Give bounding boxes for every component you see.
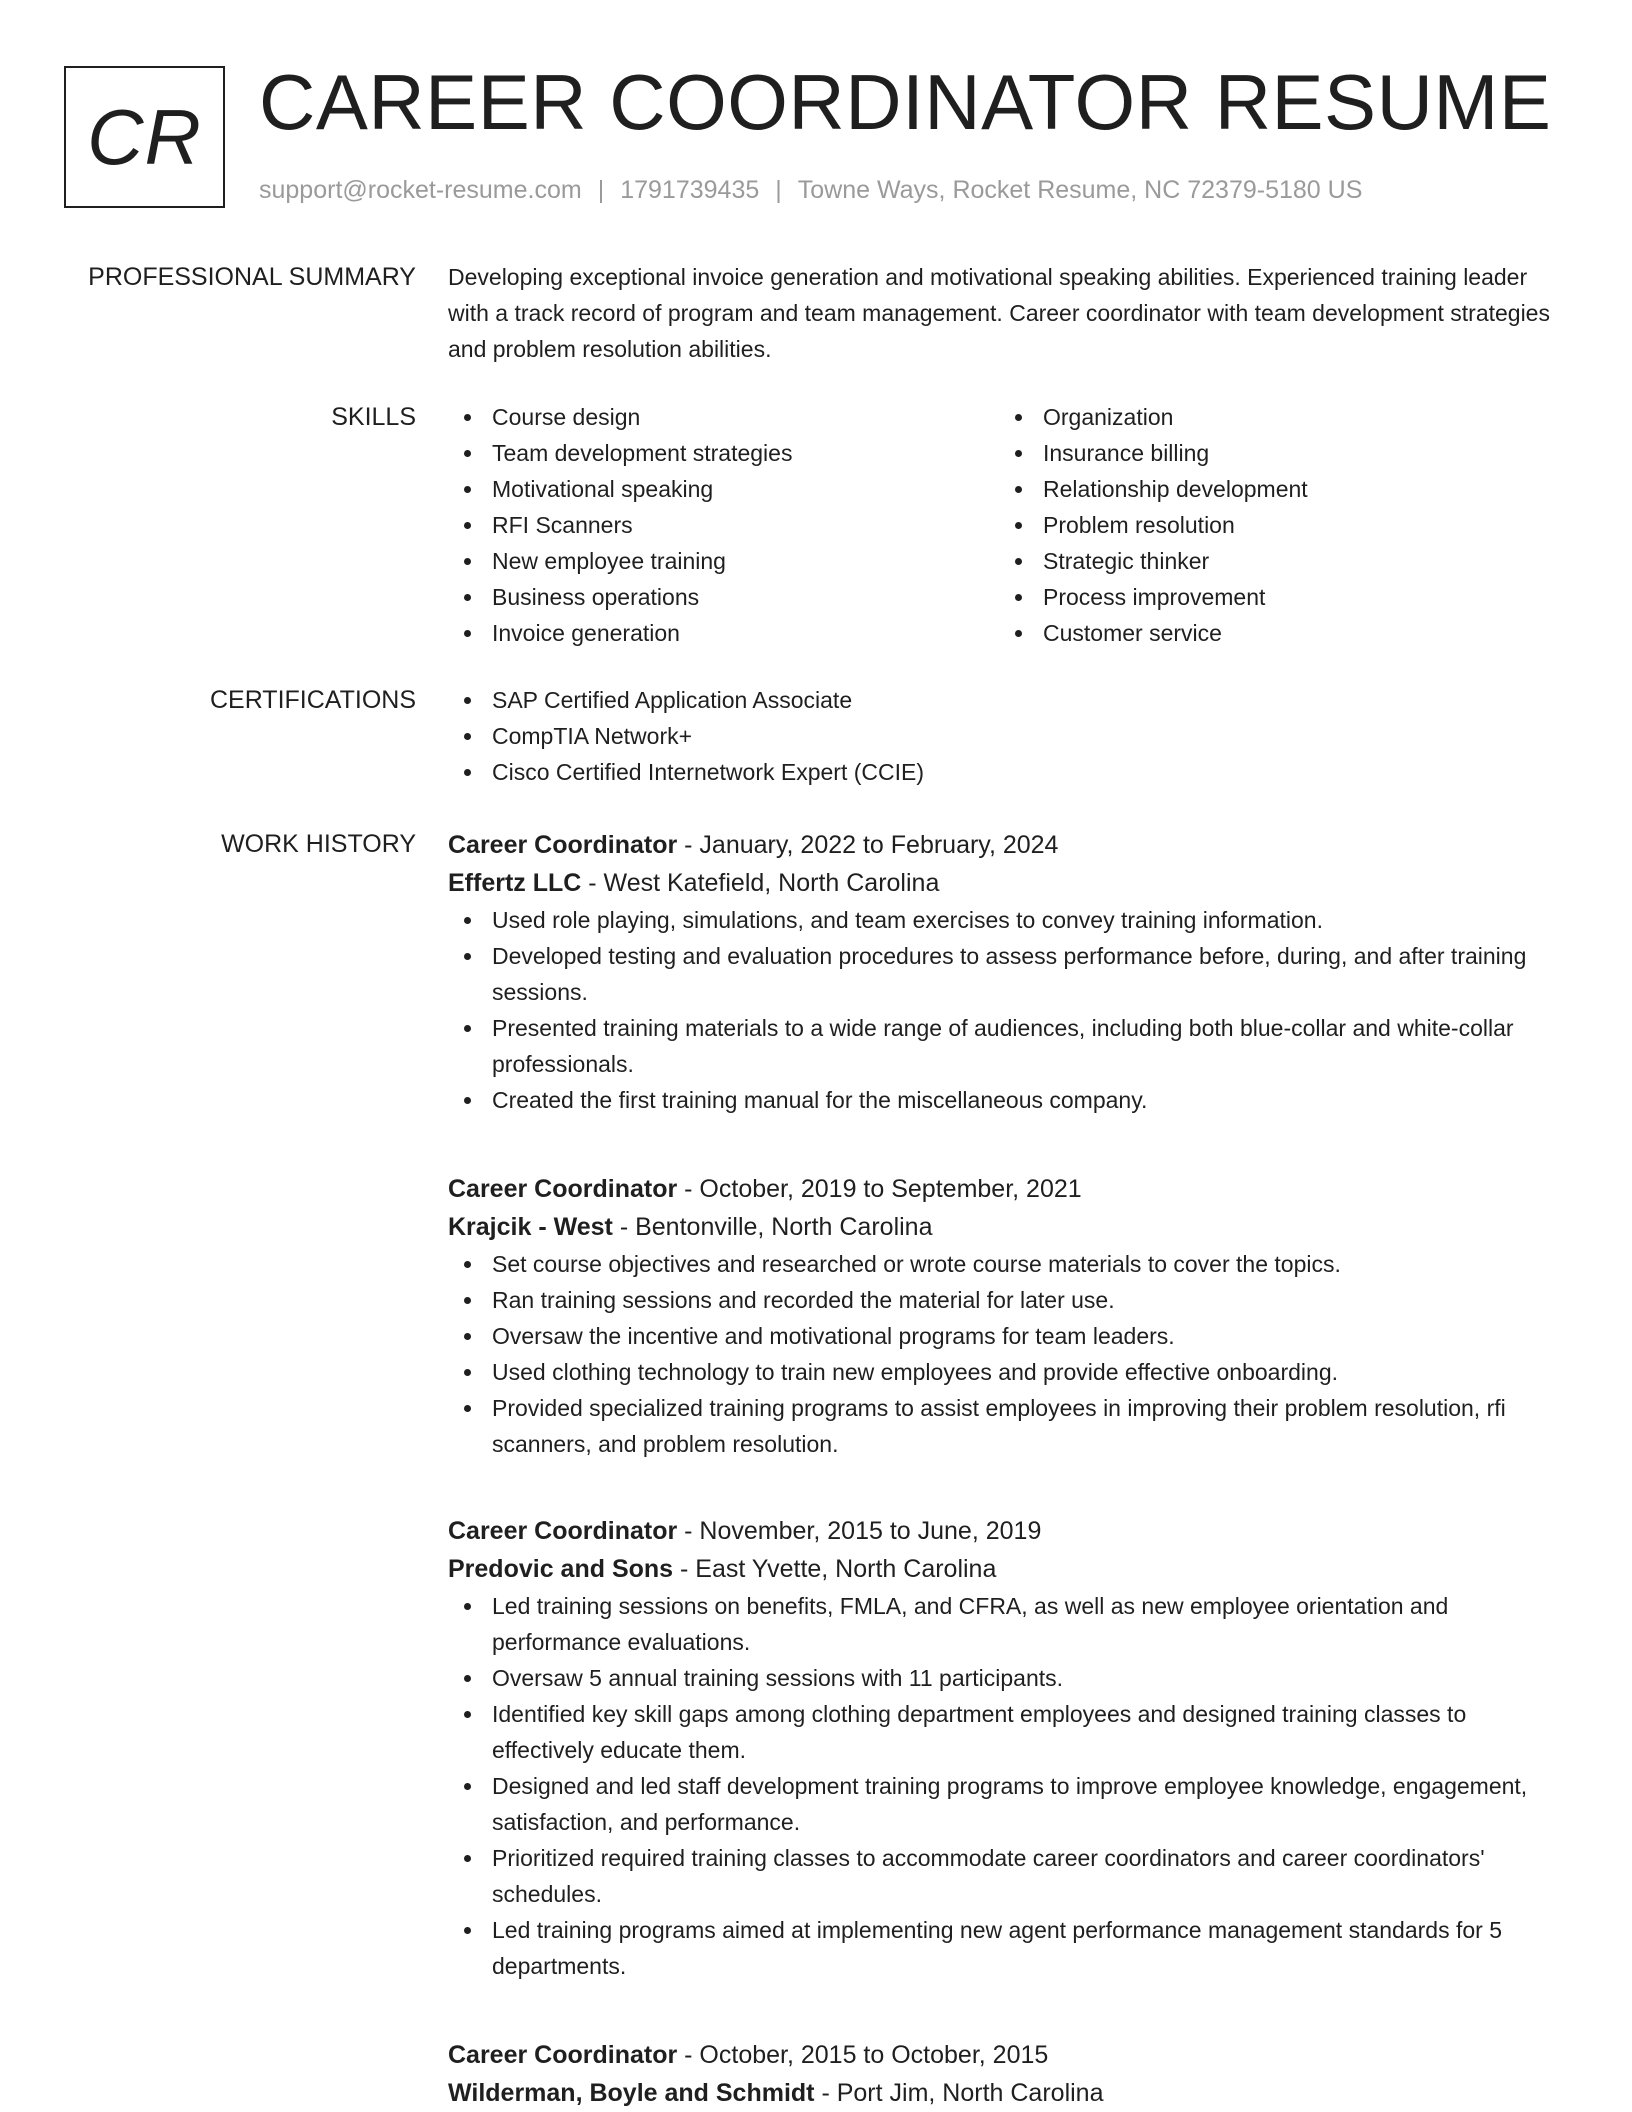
- contact-separator: |: [775, 176, 782, 204]
- job-duty: Identified key skill gaps among clothing department employees and designed training classes to effectively educate them.: [492, 1696, 1572, 1768]
- job-company: Wilderman, Boyle and Schmidt: [448, 2079, 815, 2107]
- monogram-box: [64, 66, 225, 208]
- skills-list-right: [999, 399, 1550, 651]
- job-company-line: [448, 2074, 1572, 2112]
- job-location: - West Katefield, North Carolina: [581, 869, 940, 897]
- contact-separator: |: [597, 176, 605, 204]
- job-title-line: [448, 1170, 1572, 1208]
- job-dates: - October, 2015 to October, 2015: [677, 2041, 1049, 2069]
- skill-item: Course design: [492, 399, 999, 435]
- contact-phone: 1791739435: [620, 176, 760, 204]
- skills-column-left: [448, 399, 999, 651]
- job-body: [448, 2036, 1572, 2112]
- job-title: Career Coordinator: [448, 1517, 678, 1545]
- summary-label: PROFESSIONAL SUMMARY: [88, 263, 416, 291]
- skills-column-right: [999, 399, 1550, 651]
- job-title: Career Coordinator: [448, 2041, 678, 2069]
- job-company: Predovic and Sons: [448, 1555, 674, 1583]
- skill-item: Strategic thinker: [1043, 543, 1550, 579]
- job-location: - East Yvette, North Carolina: [673, 1555, 997, 1583]
- skills-grid: [448, 399, 1572, 651]
- job-title: Career Coordinator: [448, 1175, 678, 1203]
- job-duty: Created the first training manual for the miscellaneous company.: [492, 1082, 1572, 1118]
- contact-email: support@rocket-resume.com: [259, 176, 582, 204]
- job-duties: [448, 1246, 1572, 1462]
- job-duty: Designed and led staff development training programs to improve employee knowledge, engagement, satisfaction, and performance.: [492, 1768, 1572, 1840]
- certification-item: CompTIA Network+: [492, 718, 1572, 754]
- job-duty: Led training sessions on benefits, FMLA, and CFRA, as well as new employee orientation and performance evaluations.: [492, 1588, 1572, 1660]
- job-duty: Developed testing and evaluation procedures to assess performance before, during, and after training sessions.: [492, 938, 1572, 1010]
- job-duty: Set course objectives and researched or wrote course materials to cover the topics.: [492, 1246, 1572, 1282]
- skill-item: Problem resolution: [1043, 507, 1550, 543]
- summary-body: [448, 259, 1572, 367]
- job-duty: Ran training sessions and recorded the material for later use.: [492, 1282, 1572, 1318]
- job-body: [448, 826, 1572, 1118]
- job-duties: [448, 902, 1572, 1118]
- skill-item: Customer service: [1043, 615, 1550, 651]
- job-title-line: [448, 826, 1572, 864]
- certifications-body: [448, 682, 1572, 790]
- job-company: Krajcik - West: [448, 1213, 613, 1241]
- contact-line: [259, 174, 1362, 206]
- skills-body: [448, 399, 1572, 651]
- job-company-line: [448, 864, 1572, 902]
- skill-item: Invoice generation: [492, 615, 999, 651]
- job-duty: Used role playing, simulations, and team exercises to convey training information.: [492, 902, 1572, 938]
- skill-item: RFI Scanners: [492, 507, 999, 543]
- certification-item: SAP Certified Application Associate: [492, 682, 1572, 718]
- skill-item: Motivational speaking: [492, 471, 999, 507]
- job-duty: Used clothing technology to train new employees and provide effective onboarding.: [492, 1354, 1572, 1390]
- skill-item: Process improvement: [1043, 579, 1550, 615]
- job-company: Effertz LLC: [448, 869, 582, 897]
- job-location: - Bentonville, North Carolina: [612, 1213, 933, 1241]
- skill-item: Insurance billing: [1043, 435, 1550, 471]
- monogram-initials: CR: [87, 92, 202, 181]
- job-duty: Led training programs aimed at implementing new agent performance management standards for 5 departments.: [492, 1912, 1572, 1984]
- job-dates: - October, 2019 to September, 2021: [677, 1175, 1082, 1203]
- contact-address: Towne Ways, Rocket Resume, NC 72379-5180 US: [797, 176, 1363, 204]
- skill-item: Team development strategies: [492, 435, 999, 471]
- job-title: Career Coordinator: [448, 831, 678, 859]
- job-duty: Prioritized required training classes to accommodate career coordinators and career coordinators' schedules.: [492, 1840, 1572, 1912]
- skill-item: Business operations: [492, 579, 999, 615]
- skill-item: New employee training: [492, 543, 999, 579]
- job-duty: Oversaw 5 annual training sessions with 11 participants.: [492, 1660, 1572, 1696]
- job-dates: - November, 2015 to June, 2019: [677, 1517, 1042, 1545]
- job-duty: Provided specialized training programs to assist employees in improving their problem resolution, rfi scanners, and problem resolution.: [492, 1390, 1572, 1462]
- skill-item: Organization: [1043, 399, 1550, 435]
- job-body: [448, 1512, 1572, 1984]
- resume-title: CAREER COORDINATOR RESUME: [259, 58, 1552, 146]
- job-company-line: [448, 1208, 1572, 1246]
- job-duty: Presented training materials to a wide range of audiences, including both blue-collar and white-collar professionals.: [492, 1010, 1572, 1082]
- job-location: - Port Jim, North Carolina: [814, 2079, 1104, 2107]
- job-body: [448, 1170, 1572, 1462]
- skills-list-left: [448, 399, 999, 651]
- job-title-line: [448, 2036, 1572, 2074]
- work-history-label: WORK HISTORY: [221, 830, 416, 858]
- certification-item: Cisco Certified Internetwork Expert (CCIE): [492, 754, 1572, 790]
- skills-label: SKILLS: [331, 403, 416, 431]
- job-title-line: [448, 1512, 1572, 1550]
- job-dates: - January, 2022 to February, 2024: [677, 831, 1059, 859]
- certifications-label: CERTIFICATIONS: [209, 686, 416, 714]
- certifications-list: [448, 682, 1572, 790]
- job-company-line: [448, 1550, 1572, 1588]
- skill-item: Relationship development: [1043, 471, 1550, 507]
- job-duties: [448, 1588, 1572, 1984]
- summary-text: Developing exceptional invoice generation and motivational speaking abilities. Experienced training leader with a track record of program and team management. Career coordinator with team development strategies and problem resolution abilities.: [448, 264, 1550, 362]
- job-duty: Oversaw the incentive and motivational programs for team leaders.: [492, 1318, 1572, 1354]
